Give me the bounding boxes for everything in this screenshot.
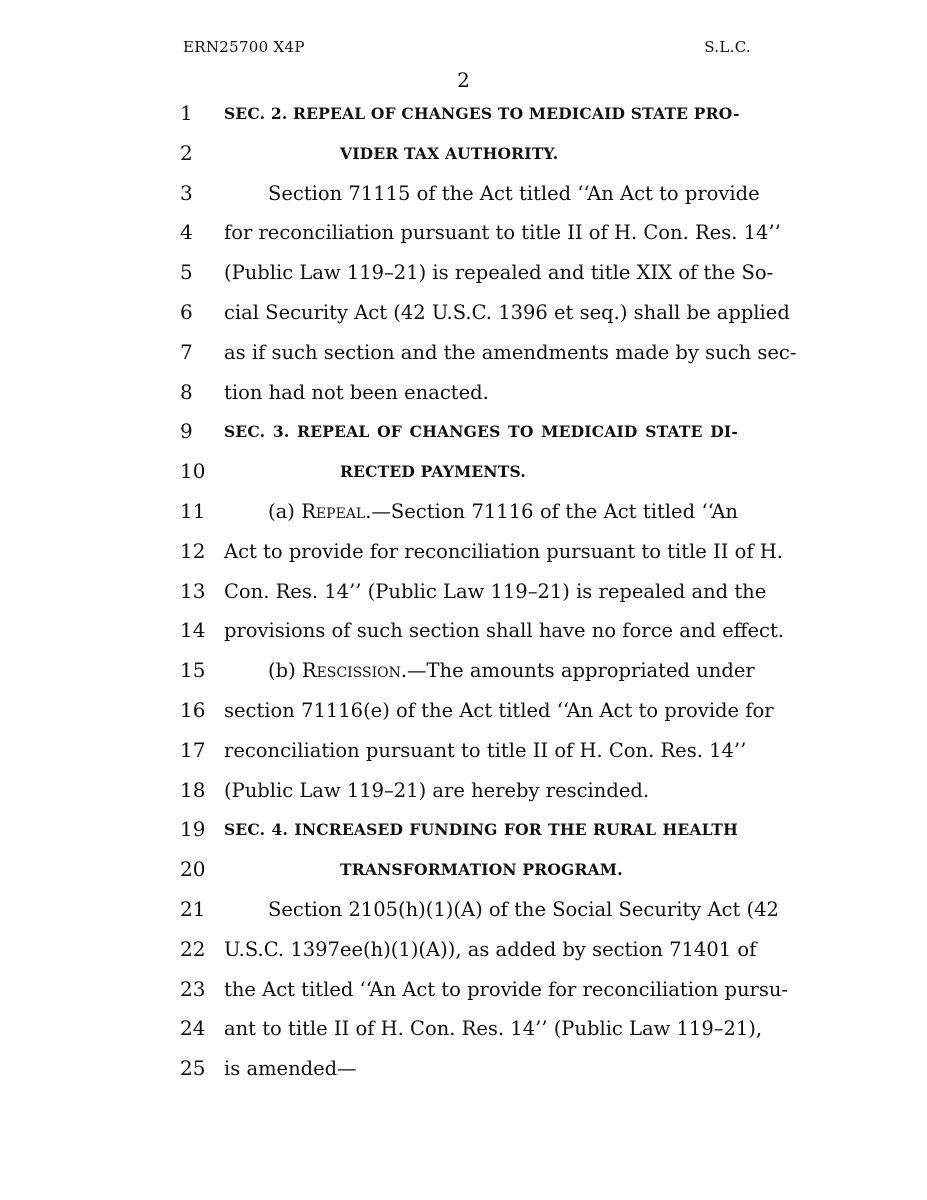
text-line <box>0 930 927 970</box>
line-text: U.S.C. 1397ee(h)(1)(A)), as added by section 71401 of <box>224 937 757 961</box>
text-line <box>0 810 927 850</box>
line-text <box>268 492 738 532</box>
text-line <box>0 373 927 413</box>
line-text <box>268 651 755 691</box>
line-number: 22 <box>180 936 206 961</box>
line-text: section 71116(e) of the Act titled ‘‘An Act to provide for <box>224 698 774 722</box>
section-heading-continued: RECTED PAYMENTS. <box>340 462 526 482</box>
section-heading: SEC. 3. REPEAL OF CHANGES TO MEDICAID STATE DI- <box>224 422 738 442</box>
text-line <box>0 412 927 452</box>
line-text: the Act titled ‘‘An Act to provide for reconciliation pursu- <box>224 977 788 1001</box>
line-text: ant to title II of H. Con. Res. 14’’ (Public Law 119–21), <box>224 1017 763 1041</box>
line-text: (Public Law 119–21) are hereby rescinded. <box>224 778 650 802</box>
line-text: reconciliation pursuant to title II of H. Con. Res. 14’’ <box>224 738 747 762</box>
subsection-heading: Repeal <box>301 499 366 523</box>
line-number: 2 <box>180 140 193 165</box>
text-line <box>0 532 927 572</box>
text-line <box>0 213 927 253</box>
section-heading-continued: VIDER TAX AUTHORITY. <box>340 143 559 163</box>
slc-code: S.L.C. <box>704 38 751 56</box>
line-text: (Public Law 119–21) is repealed and title XIX of the So- <box>224 261 774 285</box>
text-line <box>0 890 927 930</box>
text-line <box>0 253 927 293</box>
line-number: 9 <box>180 419 193 444</box>
line-number: 5 <box>180 260 193 285</box>
line-number: 20 <box>180 857 206 882</box>
document-id: ERN25700 X4P <box>183 38 305 56</box>
line-number: 4 <box>180 220 193 245</box>
line-number: 16 <box>180 697 206 722</box>
text-line <box>0 611 927 651</box>
text-line <box>0 293 927 333</box>
line-number: 23 <box>180 976 206 1001</box>
line-text: cial Security Act (42 U.S.C. 1396 et seq.) shall be applied <box>224 300 790 324</box>
line-number: 24 <box>180 1016 206 1041</box>
section-heading-continued: TRANSFORMATION PROGRAM. <box>340 860 623 880</box>
page-number: 2 <box>457 68 470 92</box>
text-line <box>0 572 927 612</box>
text-line <box>0 333 927 373</box>
line-number: 10 <box>180 459 206 484</box>
text-line <box>0 771 927 811</box>
subsection-text: .—The amounts appropriated under <box>400 659 755 683</box>
section-heading: SEC. 4. INCREASED FUNDING FOR THE RURAL HEALTH <box>224 820 738 840</box>
line-text: as if such section and the amendments made by such sec- <box>224 340 797 364</box>
line-number: 21 <box>180 896 206 921</box>
line-text: Act to provide for reconciliation pursuant to title II of H. <box>224 539 783 563</box>
line-number: 25 <box>180 1056 206 1081</box>
line-number: 15 <box>180 658 206 683</box>
line-number: 12 <box>180 538 206 563</box>
text-line <box>0 492 927 532</box>
subsection-text: .—Section 71116 of the Act titled ‘‘An <box>365 499 738 523</box>
text-line <box>0 651 927 691</box>
text-line <box>0 850 927 890</box>
line-number: 13 <box>180 578 206 603</box>
line-number: 1 <box>180 101 193 125</box>
bill-text <box>0 94 927 1089</box>
line-number: 14 <box>180 618 206 643</box>
text-line <box>0 1009 927 1049</box>
line-text: for reconciliation pursuant to title II of H. Con. Res. 14’’ <box>224 221 781 245</box>
line-text: provisions of such section shall have no force and effect. <box>224 619 784 643</box>
line-number: 8 <box>180 379 193 404</box>
line-text: Con. Res. 14’’ (Public Law 119–21) is repealed and the <box>224 579 767 603</box>
text-line <box>0 452 927 492</box>
line-number: 7 <box>180 339 193 364</box>
subsection-heading: Rescission <box>301 659 401 683</box>
text-line <box>0 94 927 134</box>
line-text: is amended— <box>224 1057 357 1081</box>
section-heading: SEC. 2. REPEAL OF CHANGES TO MEDICAID STATE PRO- <box>224 104 740 123</box>
line-text: tion had not been enacted. <box>224 380 489 404</box>
line-number: 18 <box>180 777 206 802</box>
line-number: 3 <box>180 180 193 205</box>
line-number: 6 <box>180 299 193 324</box>
text-line <box>0 691 927 731</box>
text-line <box>0 174 927 214</box>
subsection-label: (b) <box>268 659 302 683</box>
text-line <box>0 1049 927 1089</box>
line-number: 19 <box>180 817 206 842</box>
line-text: Section 71115 of the Act titled ‘‘An Act to provide <box>268 181 760 205</box>
subsection-label: (a) <box>268 499 302 523</box>
line-number: 17 <box>180 737 206 762</box>
line-text: Section 2105(h)(1)(A) of the Social Security Act (42 <box>268 897 779 921</box>
line-number: 11 <box>180 498 206 523</box>
text-line <box>0 970 927 1010</box>
text-line <box>0 731 927 771</box>
text-line <box>0 134 927 174</box>
